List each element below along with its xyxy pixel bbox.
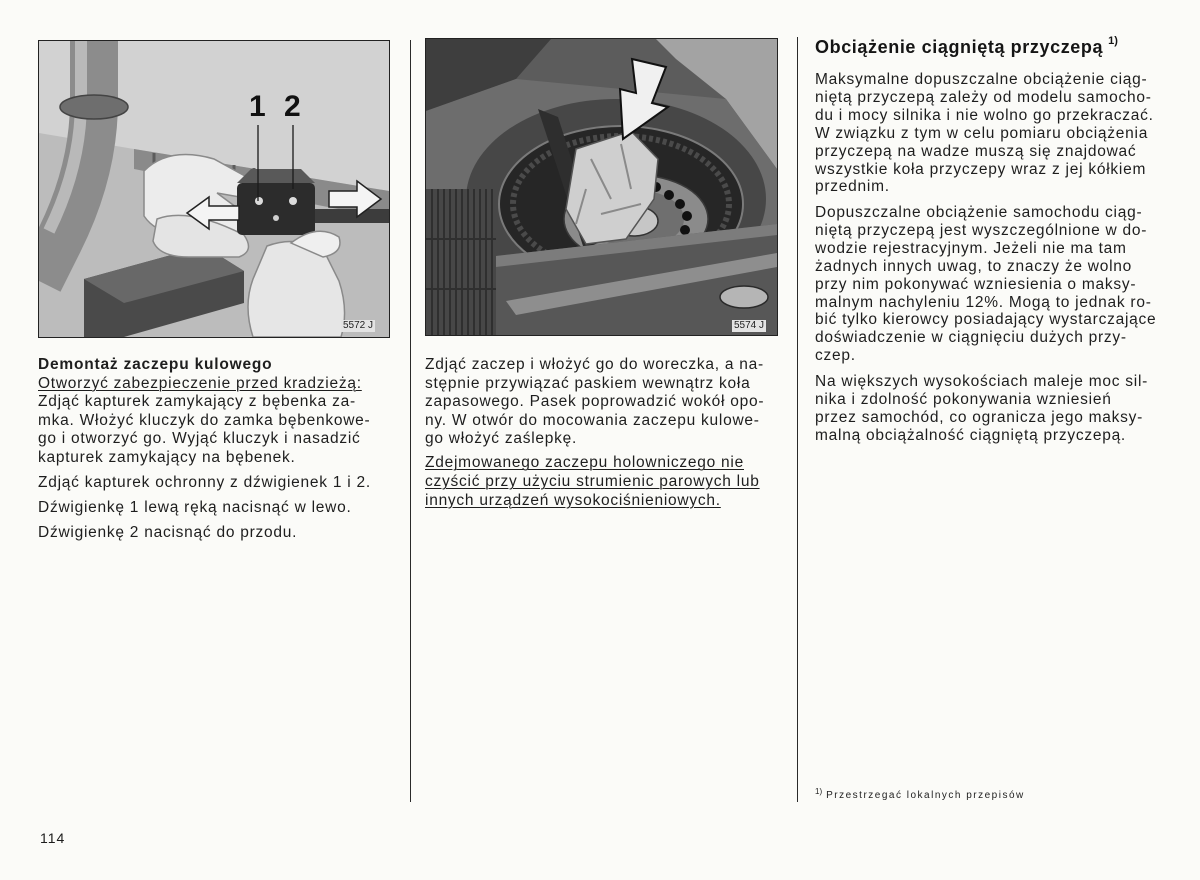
text-line: niętą przyczepą zależy od modelu samocho- [815,88,1152,106]
lever-1-knob [255,197,263,205]
middle-column-text [425,356,764,510]
heading-text: Obciążenie ciągniętą przyczepą [815,37,1104,57]
text-line: Dźwigienkę 2 nacisnąć do przodu. [38,523,298,541]
figure-code: 5574 J [734,320,765,331]
left-column-text [38,356,371,543]
page-number: 114 [40,830,66,846]
text-line: malnym nachyleniu 12%. Mogą to jednak ro- [815,293,1152,311]
column-divider-right [797,37,798,802]
warning-line: Zdejmowanego zaczepu holowniczego nie [425,454,744,472]
paragraph [38,499,371,518]
paragraph [38,474,371,493]
text-line: malną obciążalność ciągniętą przyczepą. [815,426,1126,444]
text-line: czep. [815,347,856,365]
lock-cylinder [273,215,279,221]
callout-1: 1 [249,90,266,123]
lever-2-knob [289,197,297,205]
underlined-instruction: Otworzyć zabezpieczenie przed kradzieżą: [38,374,362,392]
text-line: go i otworzyć go. Wyjąć kluczyk i nasadzić [38,430,361,448]
figure-tow-hitch-removal [38,40,390,338]
hitch-rail [309,209,389,223]
paragraph [815,71,1156,196]
right-column-text [815,71,1156,445]
heading-footnote-mark: 1) [1108,35,1118,47]
section-heading-block [38,356,371,468]
text-line: stępnie przywiązać paskiem wewnątrz koła [425,374,751,392]
tow-bar-collar [60,95,128,119]
warning-line: innych urządzeń wysokociśnieniowych. [425,491,721,509]
text-line: Zdjąć zaczep i włożyć go do woreczka, a na- [425,356,764,373]
paragraph [38,524,371,543]
text-line: W związku z tym w celu pomiaru obciążenia [815,124,1149,142]
spare-wheel-storage-illustration [426,39,777,335]
text-line: Zdjąć kapturek ochronny z dźwigienek 1 i 2. [38,473,371,491]
text-line: Zdjąć kapturek zamykający z bębenka za- [38,393,356,411]
footnote-mark: 1) [815,787,823,796]
figure-code: 5572 J [343,320,374,331]
footnote-text: Przestrzegać lokalnych przepisów [826,790,1025,801]
warning-note [425,454,764,510]
text-line: przy nim pokonywać wzniesienia o maksy- [815,275,1137,293]
callout-2: 2 [284,90,301,123]
column-divider-left [410,40,411,802]
text-line: żadnych innych uwag, to znaczy że wolno [815,257,1133,275]
text-line: bić tylko kierowcy posiadający wystarczające [815,311,1157,329]
figure-spare-wheel-storage [425,38,778,336]
text-line: kapturek zamykający na bębenek. [38,448,296,466]
warning-line: czyścić przy użyciu strumienic parowych lub [425,473,760,491]
text-line: Dopuszczalne obciążenie samochodu ciąg- [815,204,1143,222]
text-line: doświadczenie w ciągnięciu dużych przy- [815,329,1127,347]
text-line: go włożyć zaślepkę. [425,430,578,448]
section-heading: Demontaż zaczepu kulowego [38,356,273,373]
paragraph [425,356,764,449]
text-line: przednim. [815,178,890,196]
text-line: Maksymalne dopuszczalne obciążenie ciąg- [815,71,1148,88]
text-line: niętą przyczepą jest wyszczególnione w do- [815,221,1148,239]
text-line: ny. W otwór do mocowania zaczepu kulowe- [425,411,760,429]
rim-hole [682,211,692,221]
footnote [815,789,1025,803]
paragraph [815,373,1156,445]
paragraph [815,204,1156,365]
text-line: mka. Włożyć kluczyk do zamka bębenkowe- [38,411,371,429]
text-line: Dźwigienkę 1 lewą ręką nacisnąć w lewo. [38,498,352,516]
tow-hitch-removal-illustration [39,41,389,337]
lock-housing [237,183,315,235]
text-line: du i mocy silnika i nie wolno go przekraczać. [815,106,1154,124]
text-line: Na większych wysokościach maleje moc sil- [815,372,1149,390]
text-line: wodzie rejestracyjnym. Jeżeli nie ma tam [815,239,1127,257]
rim-hole [680,225,690,235]
text-line: przyczepą na wadze muszą się znajdować [815,142,1137,160]
text-line: nika i zdolność pokonywania wzniesień [815,390,1112,408]
text-line: wszystkie koła przyczepy wraz z jej kółkiem [815,160,1147,178]
section-heading-trailer-load [815,36,1118,61]
rim-hole [675,199,685,209]
text-line: przez samochód, co ogranicza jego maksy- [815,408,1144,426]
text-line: zapasowego. Pasek poprowadzić wokół opo- [425,393,765,411]
rim-hole [664,190,674,200]
brand-badge [720,286,768,308]
